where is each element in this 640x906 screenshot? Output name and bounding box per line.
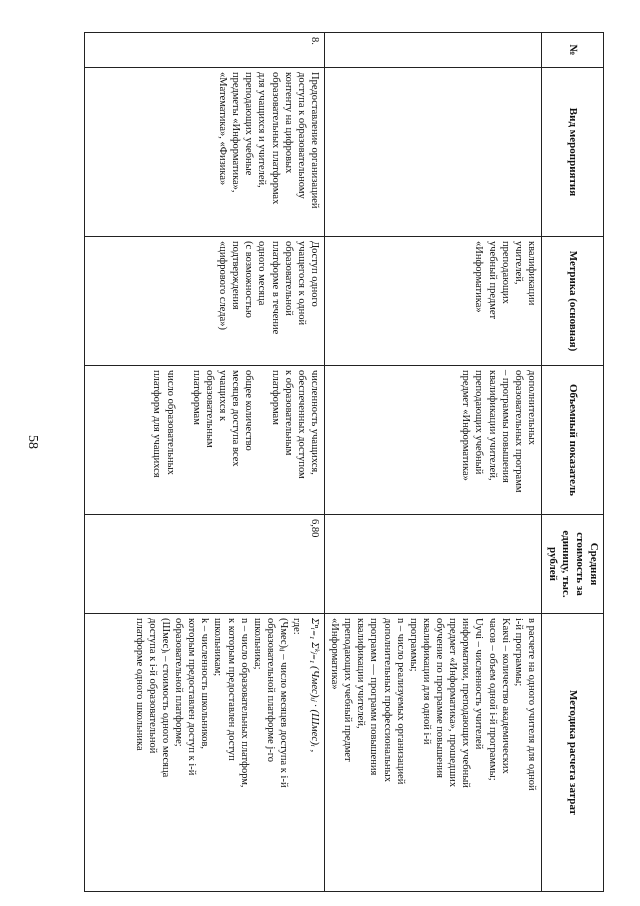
table-row — [325, 33, 542, 892]
page-number: 58 — [25, 435, 40, 449]
row1-num — [325, 33, 542, 68]
row1-activity — [325, 68, 542, 237]
row1-volume: дополнительных образовательных программ – программы повышения квалификации учителей, преподающих учебный предмет «Информатика» — [325, 366, 542, 515]
row2-volume: численность учащихся, обеспеченных доступом к образовательным платформам общее количество месяцев доступа всех учащихся к образовательным платформам число образовательных платформ для учащихся — [85, 366, 325, 515]
header-cost: Средняя стоимость за единицу, тыс. рублей — [542, 515, 604, 614]
rotated-table-wrapper — [84, 32, 604, 892]
row2-method: где: (Чмес)ᵢⱼ – число месяцев доступа к i-й образовательной платформе j-го школьника; n – число образовательных платформ, к которым предоставлен доступ школьникам; k – численность школьников, которым предоставлен доступ к i-й образовательной платформе; (Шмес)ᵢ – стоимость одного месяца доступа к i-й образовательной платформе одного школьника — [133, 618, 303, 788]
row2-activity: Предоставление организацией доступа к образовательному контенту на цифровых образовательных платформах для учащихся и учителей, преподающих учебные предметы «Информатика», «Математика», «Физика» — [85, 68, 325, 237]
header-num: № — [542, 33, 604, 68]
cost-table — [84, 32, 604, 892]
row2-metric: Доступ одного учащегося к одной образовательной платформе в течение одного месяца (с возможностью подтверждения «цифрового следа») — [85, 237, 325, 366]
header-method: Методика расчета затрат — [542, 614, 604, 892]
row1-metric: квалификации учителей, преподающих учебный предмет «Информатика» — [325, 237, 542, 366]
row2-cost: 6,80 — [85, 515, 325, 614]
header-volume: Объемный показатель — [542, 366, 604, 515]
header-metric: Метрика (основная) — [542, 237, 604, 366]
header-activity: Вид мероприятия — [542, 68, 604, 237]
row1-cost — [325, 515, 542, 614]
table-row — [85, 33, 325, 892]
row2-num: 8. — [85, 33, 325, 68]
cost-formula: Σⁿᵢ₌₁ Σᵏⱼ₌₁ (Чмес)ᵢⱼ · (Шмес)ᵢ , — [309, 618, 321, 753]
row2-method-cell — [85, 614, 325, 892]
header-row — [542, 33, 604, 892]
row1-method: в расчете на одного учителя для одной i-й программы; Kакчі – количество академических часов – объем одной i-й программы; Uучі – численность учителей информатики, преподающих учебный предмет «Информатика», прошедших обучение по программе повышения квалификации для одной i-й программы; n – число реализуемых организацией дополнительных профессиональных программ — программ повышения квалификации учителей, преподающих учебный предмет «Информатика» — [325, 614, 542, 892]
